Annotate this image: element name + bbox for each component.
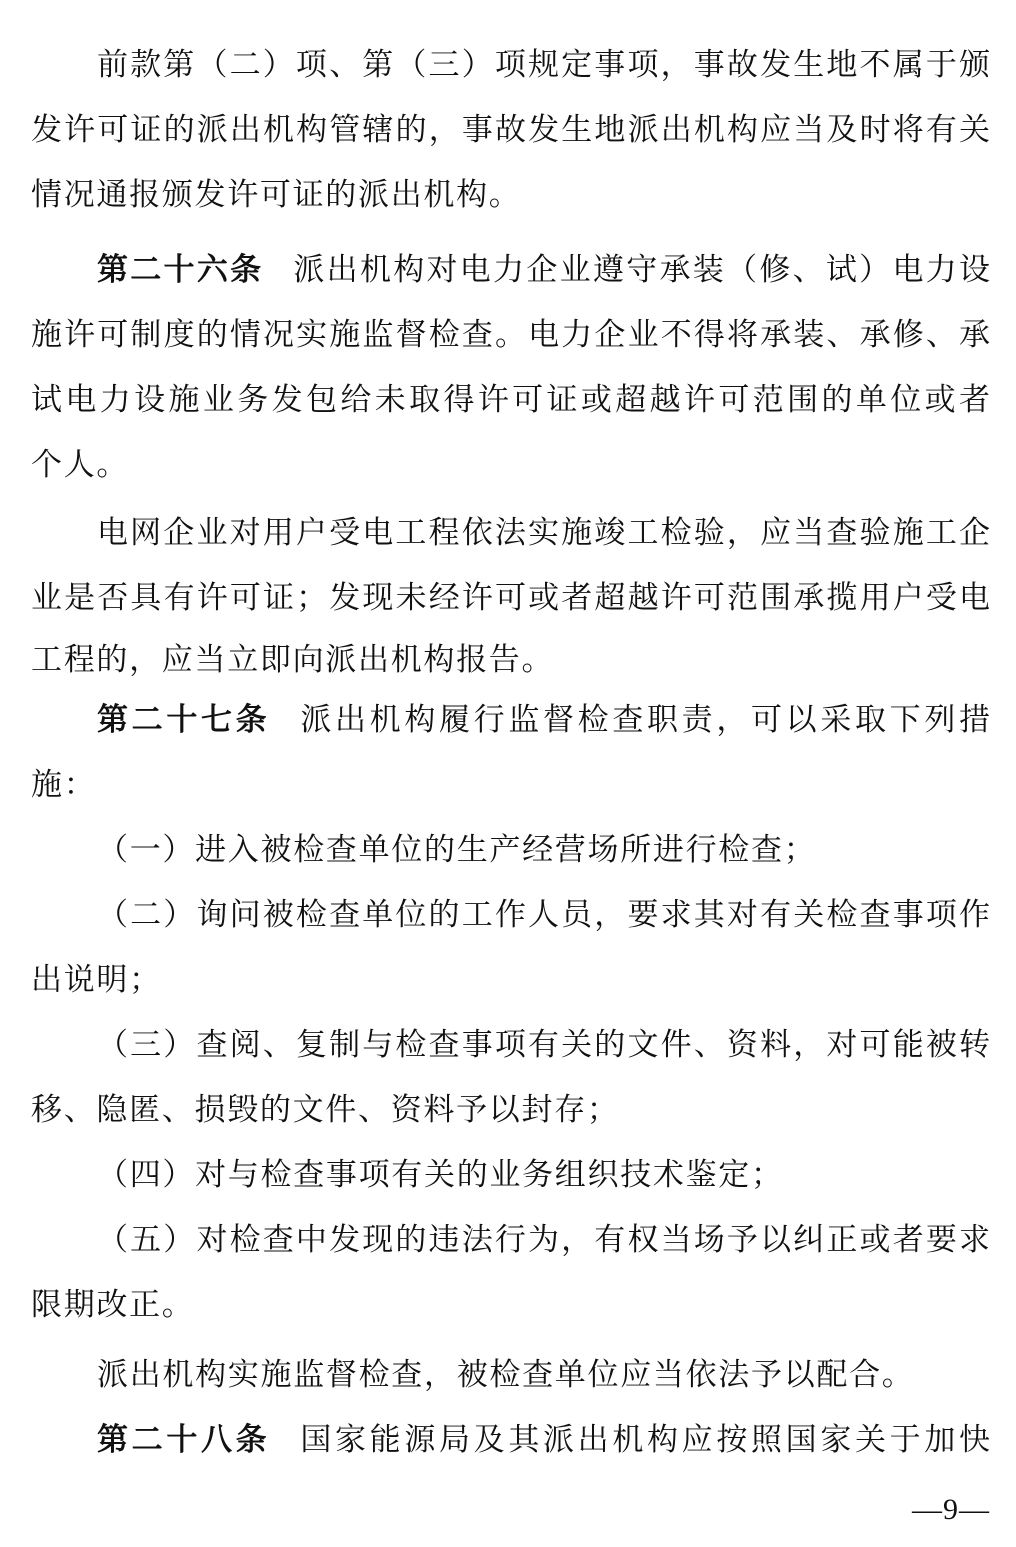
line-text: 出说明； <box>31 962 162 998</box>
line-text: 业是否具有许可证；发现未经许可或者超越许可范围承揽用户受电 <box>31 580 990 616</box>
line-text: （四）对与检查事项有关的业务组织技术鉴定； <box>97 1157 784 1193</box>
line-text: 派出机构实施监督检查，被检查单位应当依法予以配合。 <box>97 1357 915 1393</box>
text-line <box>31 315 990 355</box>
line-text: 电网企业对用户受电工程依法实施竣工检验，应当查验施工企 <box>97 515 990 551</box>
line-text: 工程的，应当立即向派出机构报告。 <box>31 642 555 678</box>
line-text: （一）进入被检查单位的生产经营场所进行检查； <box>97 832 817 868</box>
text-line <box>31 640 990 680</box>
line-text: 派出机构对电力企业遵守承装（修、试）电力设 <box>293 252 990 288</box>
line-text: 施： <box>31 767 97 803</box>
text-line <box>31 175 990 215</box>
list-item <box>31 1155 990 1195</box>
line-text: 派出机构履行监督检查职责，可以采取下列措 <box>300 702 990 738</box>
text-line <box>31 513 990 553</box>
line-text: （三）查阅、复制与检查事项有关的文件、资料，对可能被转 <box>97 1027 990 1063</box>
article-line <box>31 700 990 740</box>
list-item <box>31 1025 990 1065</box>
line-text: 移、隐匿、损毁的文件、资料予以封存； <box>31 1092 620 1128</box>
article-heading: 第二十七条 <box>97 702 271 738</box>
line-text: 国家能源局及其派出机构应按照国家关于加快 <box>300 1422 990 1458</box>
list-item <box>31 830 990 870</box>
text-line <box>31 380 990 420</box>
text-line <box>31 445 990 485</box>
line-text: 限期改正。 <box>31 1287 195 1323</box>
article-line <box>31 250 990 290</box>
text-line <box>31 578 990 618</box>
text-line <box>31 765 990 805</box>
text-line <box>31 1285 990 1325</box>
line-text: 个人。 <box>31 447 130 483</box>
page-number: —9— <box>912 1493 990 1526</box>
line-text: 前款第（二）项、第（三）项规定事项，事故发生地不属于颁 <box>97 47 990 83</box>
line-text: （二）询问被检查单位的工作人员，要求其对有关检查事项作 <box>97 897 990 933</box>
line-text: （五）对检查中发现的违法行为，有权当场予以纠正或者要求 <box>97 1222 990 1258</box>
text-line <box>31 45 990 85</box>
line-text: 试电力设施业务发包给未取得许可证或超越许可范围的单位或者 <box>31 382 990 418</box>
text-line <box>31 1355 990 1395</box>
list-item <box>31 1220 990 1260</box>
article-heading: 第二十六条 <box>97 252 264 288</box>
text-line <box>31 1090 990 1130</box>
line-text: 情况通报颁发许可证的派出机构。 <box>31 177 522 213</box>
article-line <box>31 1420 990 1460</box>
text-line <box>31 960 990 1000</box>
article-heading: 第二十八条 <box>97 1422 271 1458</box>
line-text: 发许可证的派出机构管辖的，事故发生地派出机构应当及时将有关 <box>31 112 990 148</box>
list-item <box>31 895 990 935</box>
line-text: 施许可制度的情况实施监督检查。电力企业不得将承装、承修、承 <box>31 317 990 353</box>
text-line <box>31 110 990 150</box>
